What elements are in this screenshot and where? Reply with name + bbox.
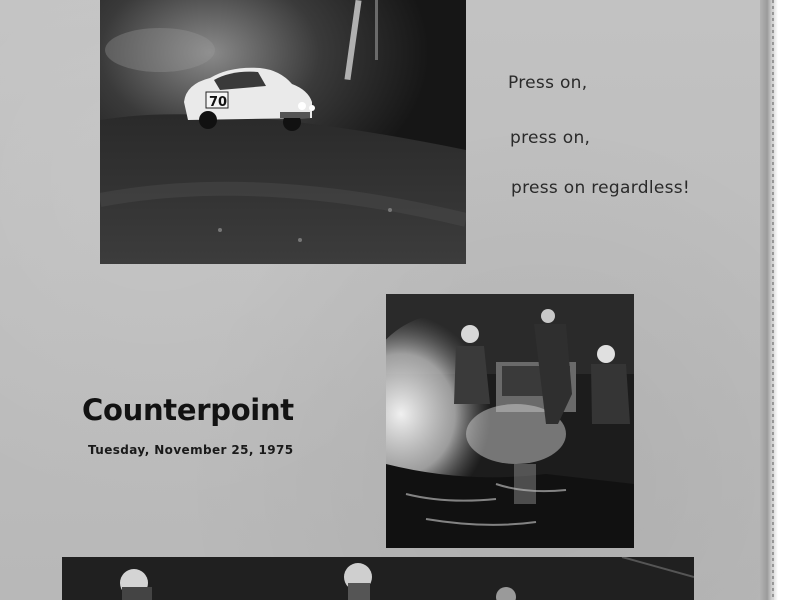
bottom-photo-strip: [62, 557, 694, 600]
smoking-car-photo: [386, 294, 634, 548]
poem-line-2: press on,: [510, 128, 591, 148]
poem-line-3: press on regardless!: [511, 178, 691, 198]
publication-date: Tuesday, November 25, 1975: [88, 443, 294, 457]
page-fold-edge: [760, 0, 778, 600]
rally-car-photo: [100, 0, 466, 264]
car-number: 70: [209, 95, 228, 110]
poem-line-1: Press on,: [508, 73, 588, 93]
masthead-title: Counterpoint: [82, 393, 294, 427]
